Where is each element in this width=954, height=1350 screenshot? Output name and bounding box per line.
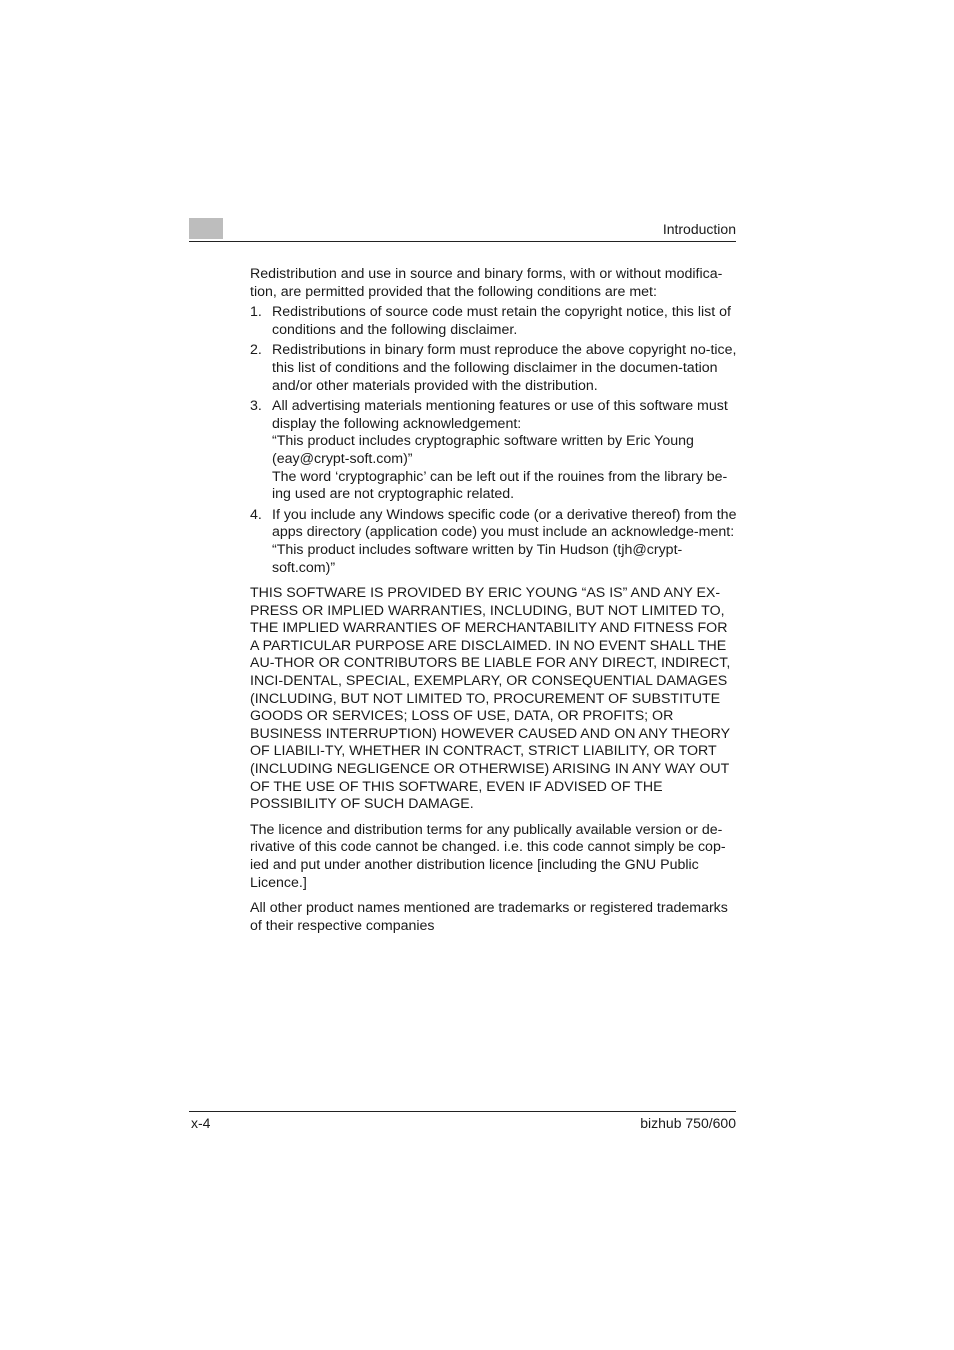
list-item-number: 2. <box>250 342 262 359</box>
list-item <box>250 398 737 504</box>
list-item <box>250 342 737 395</box>
product-name: bizhub 750/600 <box>640 1115 736 1131</box>
list-item-text: Redistributions in binary form must reproduce the above copyright no-tice, this list of conditions and the following disclaimer in the documen-tation and/or other materials provided with the distribution. <box>272 342 737 394</box>
list-item-number: 1. <box>250 304 262 321</box>
list-item-text: All advertising materials mentioning features or use of this software must display the following acknowledgement: <box>272 398 728 432</box>
list-item-text: If you include any Windows specific code (or a derivative thereof) from the apps directory (application code) you must include an acknowledge-ment: <box>272 506 737 541</box>
footer-divider <box>189 1111 736 1112</box>
page-number: x-4 <box>191 1115 211 1131</box>
header-tab-marker <box>189 218 223 239</box>
conditions-list <box>250 304 737 577</box>
list-item <box>250 304 737 339</box>
intro-paragraph: Redistribution and use in source and binary forms, with or without modifica-tion, are permitted provided that the following conditions are met: <box>250 266 723 300</box>
warranty-disclaimer: THIS SOFTWARE IS PROVIDED BY ERIC YOUNG “AS IS” AND ANY EX-PRESS OR IMPLIED WARRANTIES, INCLUDING, BUT NOT LIMITED TO, THE IMPLIED WARRANTIES OF MERCHANTABILITY AND FITNESS FOR A PARTICULAR PURPOSE ARE DISCLAIMED. IN NO EVENT SHALL THE AU-THOR OR CONTRIBUTORS BE LIABLE FOR ANY DIRECT, INDIRECT, INCI-DENTAL, SPECIAL, EXEMPLARY, OR CONSEQUENTIAL DAMAGES (INCLUDING, BUT NOT LIMITED TO, PROCUREMENT OF SUBSTITUTE GOODS OR SERVICES; LOSS OF USE, DATA, OR PROFITS; OR BUSINESS INTERRUPTION) HOWEVER CAUSED AND ON ANY THEORY OF LIABILI-TY, WHETHER IN CONTRACT, STRICT LIABILITY, OR TORT (INCLUDING NEGLIGENCE OR OTHERWISE) ARISING IN ANY WAY OUT OF THE USE OF THIS SOFTWARE, EVEN IF ADVISED OF THE POSSIBILITY OF SUCH DAMAGE. <box>250 585 731 813</box>
list-item-text: Redistributions of source code must retain the copyright notice, this list of conditions and the following disclaimer. <box>272 304 731 338</box>
acknowledgement-note: The word ‘cryptographic’ can be left out if the rouines from the library be-ing used are not cryptographic related. <box>272 468 728 503</box>
acknowledgement-quote: “This product includes software written by Tin Hudson (tjh@crypt-soft.com)” <box>272 541 683 576</box>
licence-paragraph: The licence and distribution terms for any publically available version or de-rivative of this code cannot be changed. i.e. this code cannot simply be cop-ied and put under another distribution licence [including the GNU Public Licence.] <box>250 821 726 891</box>
list-item <box>250 507 737 577</box>
header-divider <box>189 241 736 242</box>
acknowledgement-quote: “This product includes cryptographic software written by Eric Young (eay@crypt-soft.com)” <box>272 433 694 467</box>
running-header-title: Introduction <box>662 221 736 237</box>
trademarks-paragraph: All other product names mentioned are trademarks or registered trademarks of their respective companies <box>250 900 728 934</box>
list-item-number: 3. <box>250 398 262 415</box>
list-item-number: 4. <box>250 506 262 523</box>
main-content <box>250 266 737 935</box>
